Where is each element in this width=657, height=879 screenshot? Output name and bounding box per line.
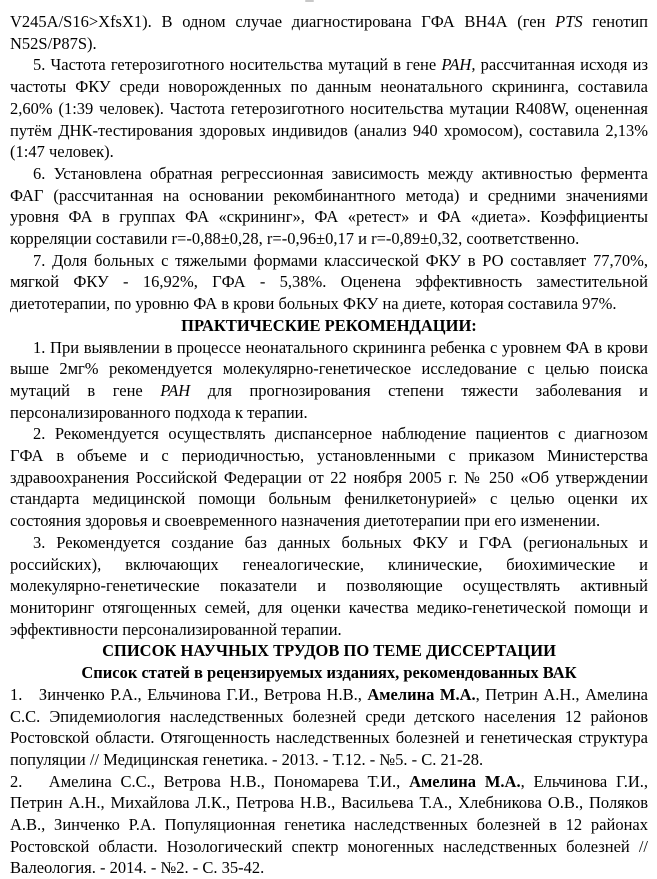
text-run: 1. Зинченко Р.А., Ельчинова Г.И., Ветрова Н.В., [10,684,368,704]
text-run: Амелина М.А. [409,771,521,791]
text-run: PAH [160,380,191,400]
text-run: 6. Установлена обратная регрессионная зависимость между активностью фермента ФАГ (рассчитанная на основании рекомбинантного метода) и средними значениями уровня ФА в группах ФА «скрининг», ФА «ретест» и ФА «диета». Коэффициенты корреляции составили r=-0,88±0,28, r=-0,96±0,17 и r=-0,89±0,32, соответственно. [10,163,648,249]
reference-item-2 [10,771,648,879]
text-run: PAH, [441,55,476,75]
vak-articles-subheading: Список статей в рецензируемых изданиях, рекомендованных ВАК [81,663,577,683]
recommendation-item-1 [10,337,648,424]
recommendation-item-3 [10,532,648,641]
conclusion-item-7 [10,250,648,315]
text-run: 7. Доля больных с тяжелыми формами классической ФКУ в РО составляет 77,70%, мягкой ФКУ - 16,92%, ГФА - 5,38%. Оценена эффективность заместительной диетотерапии, по уровню ФА в крови больных ФКУ на диете, которая составила 97%. [10,250,648,314]
page-number-cropped-artifact [305,0,314,2]
text-run: , Петрин А.Н., Амелина С.С. Эпидемиология наследственных болезней среди детского населения 12 районов Ростовской области. Отягощенность наследственных болезней и генетическая структура популяции // Медицинская генетика. - 2013. - Т.12. - №5. - С. 21-28. [10,684,648,769]
conclusion-item-6 [10,163,648,250]
text-run: PTS [555,12,583,31]
reference-item-1 [10,684,648,771]
conclusion-item-5 [10,54,648,163]
text-run: 1. При выявлении в процессе неонатального скрининга ребенка с уровнем ФА в крови выше 2мг% рекомендуется молекулярно-генетическое исследование с целью поиска мутаций в гене [10,337,648,400]
text-run: 3. Рекомендуется создание баз данных больных ФКУ и ГФА (региональных и российских), включающих генеалогические, клинические, биохимические и молекулярно-генетические показатели и позволяющие осуществлять активный мониторинг отягощенных семей, для оценки качества медико-генетической помощи и эффективности персонализированной терапии. [10,532,648,639]
practical-recommendations-heading: ПРАКТИЧЕСКИЕ РЕКОМЕНДАЦИИ: [181,315,477,335]
text-run: V245A/S16>XfsX1). В одном случае диагностирована ГФА ВН4А (ген [10,12,556,31]
text-run: Амелина М.А. [367,684,476,704]
text-run: 2. Амелина С.С., Ветрова Н.В., Пономарева Т.И., [10,771,410,791]
text-run: для прогнозирования степени тяжести заболевания и персонализированного подхода к терапии. [10,380,648,422]
text-run: , Ельчинова Г.И., Петрин А.Н., Михайлова Л.К., Петрова Н.В., Васильева Т.А., Хлебникова О.В., Поляков А.В., Зинченко Р.А. Популяционная генетика наследственных болезней в 12 районах Ростовской области. Нозологический спектр моногенных наследственных болезней // Валеология. - 2014. - №2. - С. 35-42. [10,771,648,878]
text-run: рассчитанная исходя из частоты ФКУ среди новорожденных по данным неонатального скрининга, составила 2,60% (1:39 человек). Частота гетерозиготного носительства мутации R408W, оцененная путём ДНК-тестирования здоровых индивидов (анализ 940 хромосом), составила 2,13% (1:47 человек). [10,55,648,162]
text-run: 2. Рекомендуется осуществлять диспансерное наблюдение пациентов с диагнозом ГФА в объеме и с периодичностью, установленными с приказом Министерства здравоохранения Российской Федерации от 22 ноября 2005 г. № 250 «Об утверждении стандарта медицинской помощи больным фенилкетонурией» с целью оценки их состояния здоровья и своевременного назначения диетотерапии при его изменении. [10,424,648,531]
text-run: генотип N52S/P87S). [10,12,649,53]
publications-list-heading: СПИСОК НАУЧНЫХ ТРУДОВ ПО ТЕМЕ ДИССЕРТАЦИИ [102,641,556,661]
text-run: 5. Частота гетерозиготного носительства мутаций в гене [33,55,442,75]
paragraph-continuation [10,11,648,54]
recommendation-item-2 [10,423,648,532]
